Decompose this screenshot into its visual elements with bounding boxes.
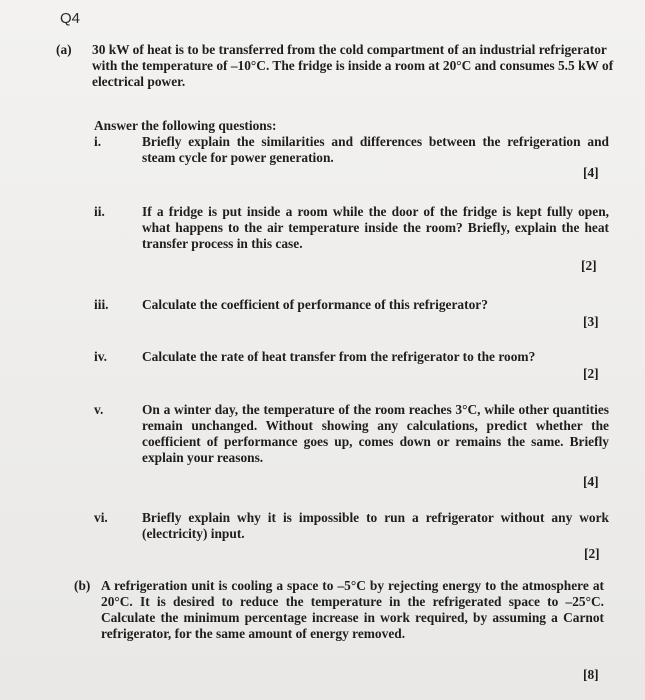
item-v-marks: [4]: [583, 474, 599, 489]
part-a-label: (a): [56, 42, 72, 57]
part-a-text: 30 kW of heat is to be transferred from the cold compartment of an industrial refrigerator with the temperature of –10°C. The fridge is inside a room at 20°C and consumes 5.5 kW of electrical power.: [92, 42, 614, 89]
question-item-v: [94, 402, 609, 466]
item-text: Calculate the rate of heat transfer from the refrigerator to the room?: [142, 349, 536, 364]
item-ii-marks: [2]: [581, 258, 597, 273]
item-number: v.: [94, 402, 104, 417]
item-i-marks: [4]: [583, 165, 599, 180]
item-text: Briefly explain the similarities and differences between the refrigeration and steam cycle for power generation.: [142, 134, 609, 165]
item-text: On a winter day, the temperature of the room reaches 3°C, while other quantities remain unchanged. Without showing any calculations, predict whether the coefficient of performance goes up, comes down or remains the same. Briefly explain your reasons.: [142, 402, 609, 465]
question-number: Q4: [60, 10, 81, 27]
part-b-text: A refrigeration unit is cooling a space to –5°C by rejecting energy to the atmosphere at 20°C. It is desired to reduce the temperature in the refrigerated space to –25°C. Calculate the minimum percentage increase in work required, by assuming a Carnot refrigerator, for the same amount of energy removed.: [101, 578, 604, 641]
answer-instructions: Answer the following questions:: [94, 118, 277, 133]
item-text: Calculate the coefficient of performance of this refrigerator?: [142, 297, 488, 312]
question-item-ii: [94, 204, 609, 252]
question-item-iv: [94, 349, 609, 365]
item-number: iv.: [94, 349, 108, 364]
part-a: [56, 42, 616, 90]
item-number: i.: [94, 134, 102, 149]
item-number: vi.: [94, 510, 108, 525]
item-text: Briefly explain why it is impossible to run a refrigerator without any work (electricity) input.: [142, 510, 609, 541]
item-number: iii.: [94, 297, 109, 312]
question-item-iii: [94, 297, 609, 313]
item-vi-marks: [2]: [584, 546, 600, 561]
question-item-vi: [94, 510, 609, 542]
item-number: ii.: [94, 204, 105, 219]
item-iii-marks: [3]: [583, 314, 599, 329]
item-text: If a fridge is put inside a room while the door of the fridge is kept fully open, what happens to the air temperature inside the room? Briefly, explain the heat transfer process in this case.: [142, 204, 609, 251]
part-b: [74, 578, 604, 642]
question-item-i: [94, 134, 609, 166]
part-b-label: (b): [74, 578, 91, 593]
item-iv-marks: [2]: [583, 366, 599, 381]
part-b-marks: [8]: [583, 667, 599, 682]
